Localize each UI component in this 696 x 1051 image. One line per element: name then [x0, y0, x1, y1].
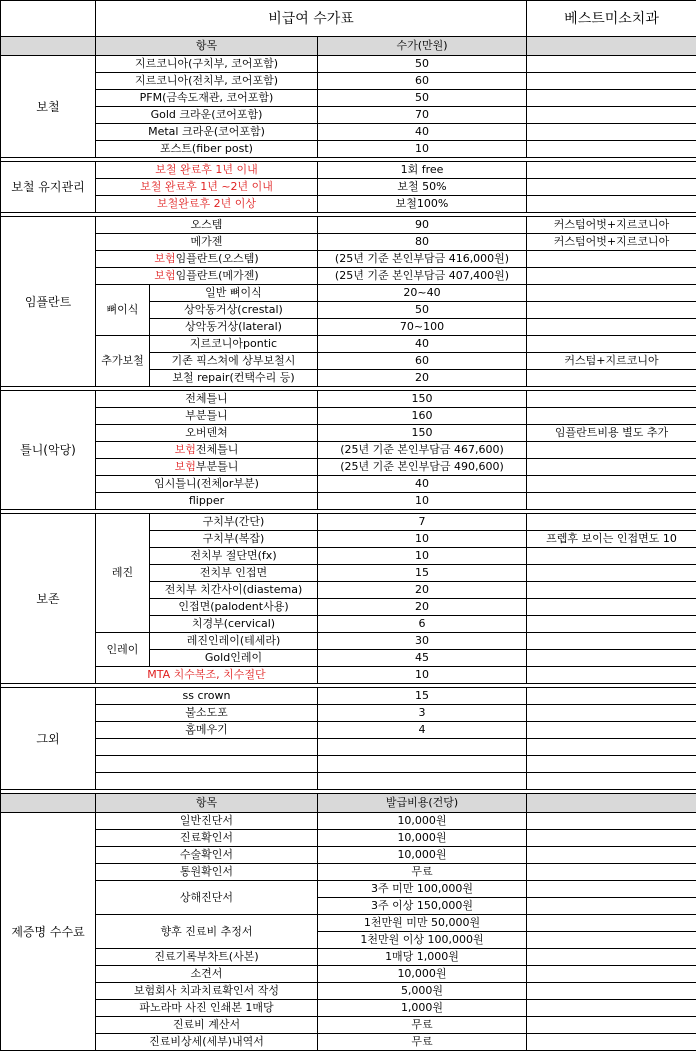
- price-cell: 7: [318, 514, 527, 531]
- note-cell: [527, 932, 696, 949]
- note-cell: [527, 847, 696, 864]
- item-cell: 치경부(cervical): [150, 616, 318, 633]
- note-cell: [527, 688, 696, 705]
- header-note: [527, 37, 696, 56]
- item-cell: 임시틀니(전체or부분): [96, 476, 318, 493]
- price-cell: 10,000원: [318, 813, 527, 830]
- note-cell: [527, 633, 696, 650]
- item-cell: 부분틀니: [96, 408, 318, 425]
- table-row: [1, 688, 696, 705]
- price-cell: 40: [318, 476, 527, 493]
- note-cell: [527, 915, 696, 932]
- item-cell: 전치부 치간사이(diastema): [150, 582, 318, 599]
- note-cell: [527, 983, 696, 1000]
- note-cell: 커스텀어벗+지르코니아: [527, 234, 696, 251]
- table-row: [1, 56, 696, 73]
- item-cell: 통원확인서: [96, 864, 318, 881]
- price-cell: 20: [318, 582, 527, 599]
- item-cell: 파노라마 사진 인쇄본 1매당: [96, 1000, 318, 1017]
- price-cell: 50: [318, 90, 527, 107]
- price-cell: 50: [318, 56, 527, 73]
- subcategory-extra: 추가보철: [96, 336, 150, 387]
- header-note: [527, 794, 696, 813]
- price-cell: 90: [318, 217, 527, 234]
- table-row: [1, 705, 696, 722]
- table-row: [1, 864, 696, 881]
- price-cell: 60: [318, 353, 527, 370]
- table-row: [1, 847, 696, 864]
- price-cell: 3주 이상 150,000원: [318, 898, 527, 915]
- note-cell: [527, 739, 696, 756]
- item-cell: [96, 459, 318, 476]
- table-row: [1, 285, 696, 302]
- item-cell: 보철 repair(컨택수리 등): [150, 370, 318, 387]
- table-row: [1, 124, 696, 141]
- item-cell: 홈메우기: [96, 722, 318, 739]
- item-label: 전체틀니: [196, 443, 239, 456]
- item-cell: 오스템: [96, 217, 318, 234]
- item-label: 임플란트(메가젠): [176, 269, 259, 282]
- item-cell: PFM(금속도재관, 코어포함): [96, 90, 318, 107]
- table-row: [1, 442, 696, 459]
- item-cell: 불소도포: [96, 705, 318, 722]
- item-cell: 보철 완료후 1년 이내: [96, 162, 318, 179]
- table-row: [1, 107, 696, 124]
- item-cell: 수술확인서: [96, 847, 318, 864]
- item-cell: Gold인레이: [150, 650, 318, 667]
- header-item: 항목: [96, 37, 318, 56]
- item-cell: flipper: [96, 493, 318, 510]
- note-cell: 커스텀어벗+지르코니아: [527, 217, 696, 234]
- price-cell: 1,000원: [318, 1000, 527, 1017]
- price-cell: [318, 739, 527, 756]
- item-cell: [96, 442, 318, 459]
- note-cell: [527, 650, 696, 667]
- table-row: [1, 196, 696, 213]
- item-cell: 레진인레이(테세라): [150, 633, 318, 650]
- table-row: [1, 425, 696, 442]
- table-row: [1, 179, 696, 196]
- item-cell: 상악동거상(crestal): [150, 302, 318, 319]
- price-cell: 80: [318, 234, 527, 251]
- price-cell: 150: [318, 425, 527, 442]
- table-row: [1, 141, 696, 158]
- item-label: 부분틀니: [196, 460, 239, 473]
- item-cell: 진료확인서: [96, 830, 318, 847]
- note-cell: [527, 476, 696, 493]
- note-cell: [527, 756, 696, 773]
- note-cell: [527, 493, 696, 510]
- table-row: [1, 915, 696, 932]
- note-cell: [527, 813, 696, 830]
- price-cell: 3: [318, 705, 527, 722]
- price-cell: 5,000원: [318, 983, 527, 1000]
- price-cell: 10,000원: [318, 966, 527, 983]
- note-cell: [527, 705, 696, 722]
- table-row: [1, 336, 696, 353]
- item-cell: 인접면(palodent사용): [150, 599, 318, 616]
- note-cell: [527, 408, 696, 425]
- header-blank: [1, 37, 96, 56]
- category-others: 그외: [1, 688, 96, 790]
- note-cell: [527, 162, 696, 179]
- price-cell: 보철 50%: [318, 179, 527, 196]
- price-cell: 무료: [318, 1034, 527, 1051]
- item-cell: 메가젠: [96, 234, 318, 251]
- item-cell: 향후 진료비 추정서: [96, 915, 318, 949]
- header-item: 항목: [96, 794, 318, 813]
- price-cell: (25년 기준 본인부담금 407,400원): [318, 268, 527, 285]
- table-row: [1, 983, 696, 1000]
- table-row: [1, 1000, 696, 1017]
- price-cell: 10: [318, 493, 527, 510]
- table-row: [1, 794, 696, 813]
- item-cell: 지르코니아(구치부, 코어포함): [96, 56, 318, 73]
- price-cell: 보철100%: [318, 196, 527, 213]
- note-cell: [527, 302, 696, 319]
- note-cell: [527, 442, 696, 459]
- category-implant: 임플란트: [1, 217, 96, 387]
- item-cell: [96, 251, 318, 268]
- price-cell: 15: [318, 688, 527, 705]
- price-cell: 40: [318, 124, 527, 141]
- header-price: 수가(만원): [318, 37, 527, 56]
- table-row: [1, 73, 696, 90]
- price-cell: 20: [318, 370, 527, 387]
- table-row: [1, 268, 696, 285]
- note-cell: 임플란트비용 별도 추가: [527, 425, 696, 442]
- note-cell: [527, 107, 696, 124]
- price-cell: 1회 free: [318, 162, 527, 179]
- item-cell: Gold 크라운(코어포함): [96, 107, 318, 124]
- item-cell: Metal 크라운(코어포함): [96, 124, 318, 141]
- price-cell: 160: [318, 408, 527, 425]
- item-cell: 보험회사 치과치료확인서 작성: [96, 983, 318, 1000]
- category-prosthesis: 보철: [1, 56, 96, 158]
- note-cell: [527, 1017, 696, 1034]
- page-title: 비급여 수가표: [96, 1, 527, 37]
- table-row: [1, 722, 696, 739]
- table-row: [1, 966, 696, 983]
- item-cell: [96, 773, 318, 790]
- table-row: [1, 37, 696, 56]
- price-cell: 10,000원: [318, 830, 527, 847]
- note-cell: [527, 179, 696, 196]
- price-cell: 3주 미만 100,000원: [318, 881, 527, 898]
- note-cell: [527, 548, 696, 565]
- corner-cell: [1, 1, 96, 37]
- table-row: [1, 251, 696, 268]
- price-cell: 6: [318, 616, 527, 633]
- price-cell: 20: [318, 599, 527, 616]
- item-cell: 상악동거상(lateral): [150, 319, 318, 336]
- price-cell: 1매당 1,000원: [318, 949, 527, 966]
- note-cell: [527, 722, 696, 739]
- table-row: [1, 773, 696, 790]
- item-cell: ss crown: [96, 688, 318, 705]
- note-cell: [527, 370, 696, 387]
- table-row: [1, 739, 696, 756]
- note-cell: 프렙후 보이는 인접면도 10: [527, 531, 696, 548]
- table-row: [1, 391, 696, 408]
- note-cell: [527, 1000, 696, 1017]
- item-cell: [96, 739, 318, 756]
- item-cell: 보철완료후 2년 이상: [96, 196, 318, 213]
- item-cell: 전치부 절단면(fx): [150, 548, 318, 565]
- note-cell: [527, 73, 696, 90]
- item-cell: 오버덴쳐: [96, 425, 318, 442]
- item-cell: 상해진단서: [96, 881, 318, 915]
- note-cell: [527, 616, 696, 633]
- price-cell: 1천만원 미만 50,000원: [318, 915, 527, 932]
- note-cell: [527, 514, 696, 531]
- category-certificates: 제증명 수수료: [1, 813, 96, 1051]
- table-row: [1, 813, 696, 830]
- subcategory-inlay: 인레이: [96, 633, 150, 667]
- table-row: [1, 1017, 696, 1034]
- price-cell: (25년 기준 본인부담금 467,600): [318, 442, 527, 459]
- item-cell: 지르코니아pontic: [150, 336, 318, 353]
- table-row: [1, 1034, 696, 1051]
- note-cell: [527, 565, 696, 582]
- item-cell: 전체틀니: [96, 391, 318, 408]
- table-row: [1, 881, 696, 898]
- price-cell: 70~100: [318, 319, 527, 336]
- table-row: [1, 90, 696, 107]
- price-cell: 10: [318, 531, 527, 548]
- insurance-prefix: 보험: [175, 460, 196, 473]
- price-cell: [318, 773, 527, 790]
- price-cell: 150: [318, 391, 527, 408]
- price-cell: 10: [318, 548, 527, 565]
- item-cell: 보철 완료후 1년 ~2년 이내: [96, 179, 318, 196]
- note-cell: [527, 336, 696, 353]
- item-cell: [96, 756, 318, 773]
- item-label: 임플란트(오스템): [176, 252, 259, 265]
- item-cell: 소견서: [96, 966, 318, 983]
- item-cell: 기존 픽스쳐에 상부보철시: [150, 353, 318, 370]
- price-cell: 50: [318, 302, 527, 319]
- note-cell: [527, 196, 696, 213]
- item-cell: 구치부(복잡): [150, 531, 318, 548]
- note-cell: [527, 830, 696, 847]
- note-cell: [527, 966, 696, 983]
- price-cell: 1천만원 이상 100,000원: [318, 932, 527, 949]
- note-cell: [527, 599, 696, 616]
- price-cell: 무료: [318, 1017, 527, 1034]
- table-row: [1, 162, 696, 179]
- table-row: [1, 234, 696, 251]
- header-blank: [1, 794, 96, 813]
- table-row: [1, 217, 696, 234]
- table-row: [1, 633, 696, 650]
- item-cell: 일반 뼈이식: [150, 285, 318, 302]
- note-cell: [527, 864, 696, 881]
- item-cell: 일반진단서: [96, 813, 318, 830]
- note-cell: [527, 1034, 696, 1051]
- table-row: [1, 493, 696, 510]
- item-cell: MTA 치수복조, 치수절단: [96, 667, 318, 684]
- category-denture: 틀니(악당): [1, 391, 96, 510]
- item-cell: 진료기록부차트(사본): [96, 949, 318, 966]
- price-cell: 70: [318, 107, 527, 124]
- item-cell: 진료비상세(세부)내역서: [96, 1034, 318, 1051]
- item-cell: 전치부 인접면: [150, 565, 318, 582]
- price-cell: 10,000원: [318, 847, 527, 864]
- note-cell: [527, 141, 696, 158]
- price-cell: 15: [318, 565, 527, 582]
- subcategory-resin: 레진: [96, 514, 150, 633]
- note-cell: [527, 391, 696, 408]
- item-cell: 구치부(간단): [150, 514, 318, 531]
- price-cell: 60: [318, 73, 527, 90]
- price-cell: 무료: [318, 864, 527, 881]
- note-cell: [527, 881, 696, 898]
- table-row: [1, 514, 696, 531]
- item-cell: [96, 268, 318, 285]
- item-cell: 지르코니아(전치부, 코어포함): [96, 73, 318, 90]
- table-row: [1, 459, 696, 476]
- price-cell: (25년 기준 본인부담금 416,000원): [318, 251, 527, 268]
- table-row: [1, 756, 696, 773]
- insurance-prefix: 보험: [175, 443, 196, 456]
- insurance-prefix: 보험: [154, 252, 175, 265]
- subcategory-bone: 뼈이식: [96, 285, 150, 336]
- note-cell: [527, 773, 696, 790]
- table-row: [1, 830, 696, 847]
- note-cell: [527, 459, 696, 476]
- table-row: [1, 949, 696, 966]
- item-cell: 포스트(fiber post): [96, 141, 318, 158]
- note-cell: [527, 268, 696, 285]
- table-row: [1, 476, 696, 493]
- price-cell: 20~40: [318, 285, 527, 302]
- note-cell: [527, 56, 696, 73]
- note-cell: [527, 582, 696, 599]
- header-price: 발급비용(건당): [318, 794, 527, 813]
- note-cell: [527, 90, 696, 107]
- note-cell: [527, 251, 696, 268]
- note-cell: [527, 319, 696, 336]
- price-cell: 30: [318, 633, 527, 650]
- category-maintenance: 보철 유지관리: [1, 162, 96, 213]
- insurance-prefix: 보험: [154, 269, 175, 282]
- note-cell: 커스텀+지르코니아: [527, 353, 696, 370]
- note-cell: [527, 949, 696, 966]
- table-row: [1, 667, 696, 684]
- note-cell: [527, 124, 696, 141]
- category-conservation: 보존: [1, 514, 96, 684]
- note-cell: [527, 667, 696, 684]
- price-cell: 45: [318, 650, 527, 667]
- table-row: [1, 1, 696, 37]
- item-cell: 진료비 계산서: [96, 1017, 318, 1034]
- price-cell: 10: [318, 667, 527, 684]
- price-cell: 4: [318, 722, 527, 739]
- price-cell: 10: [318, 141, 527, 158]
- clinic-name: 베스트미소치과: [527, 1, 696, 37]
- note-cell: [527, 898, 696, 915]
- table-row: [1, 408, 696, 425]
- price-cell: 40: [318, 336, 527, 353]
- note-cell: [527, 285, 696, 302]
- price-cell: [318, 756, 527, 773]
- price-cell: (25년 기준 본인부담금 490,600): [318, 459, 527, 476]
